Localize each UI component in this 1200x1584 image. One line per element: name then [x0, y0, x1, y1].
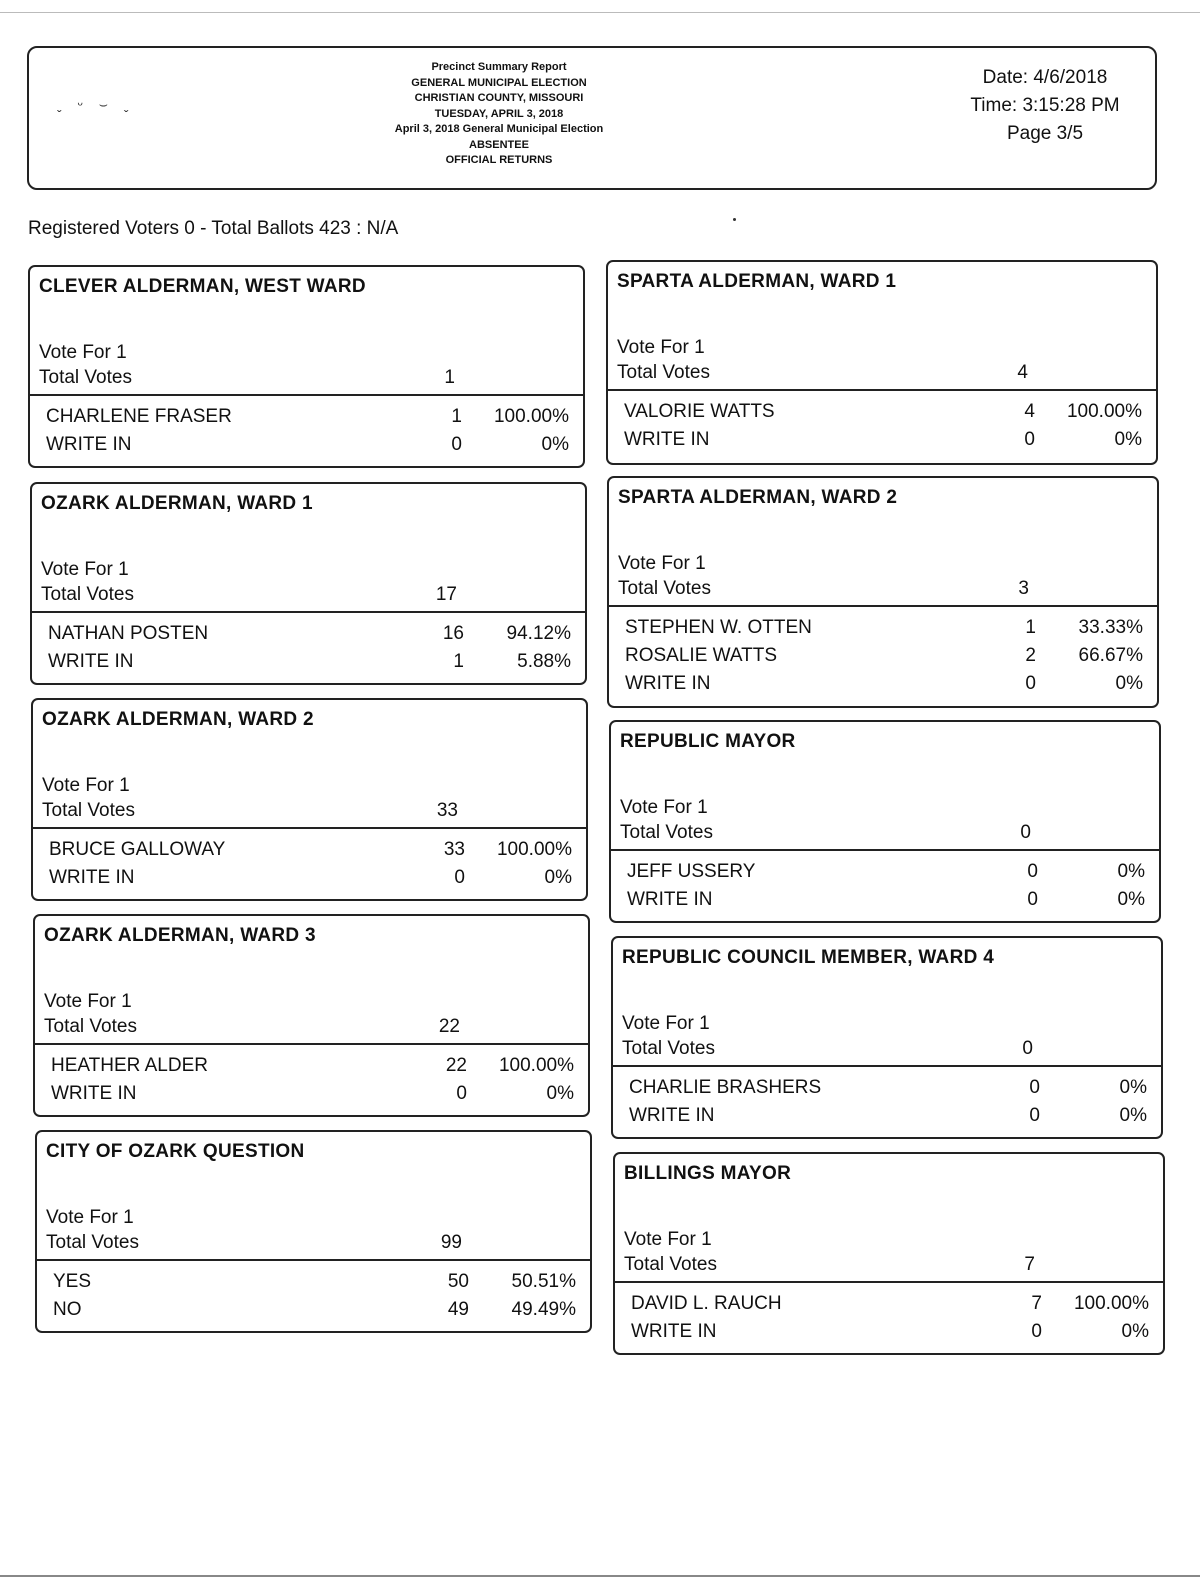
race-title: SPARTA ALDERMAN, WARD 1 [617, 271, 897, 292]
vote-for-row [617, 336, 1146, 360]
candidate-row [46, 433, 573, 457]
candidate-row [48, 650, 575, 674]
candidate-row [629, 1104, 1151, 1128]
total-votes-label: Total Votes [41, 584, 134, 605]
results-divider [608, 389, 1156, 391]
report-title-block [329, 60, 669, 169]
candidate-votes: 33 [443, 839, 465, 860]
candidate-row [49, 838, 576, 862]
report-title: Precinct Summary Report [431, 61, 567, 73]
candidate-name: ROSALIE WATTS [625, 645, 778, 666]
candidate-percent: 49.49% [511, 1299, 576, 1320]
candidate-name: WRITE IN [627, 889, 713, 910]
total-votes-row [620, 821, 1149, 845]
candidate-percent: 0% [1117, 889, 1145, 910]
candidate-percent: 5.88% [517, 651, 571, 672]
results-divider [613, 1065, 1161, 1067]
candidate-name: WRITE IN [48, 651, 134, 672]
candidate-votes: 0 [1029, 1105, 1040, 1126]
race-title: OZARK ALDERMAN, WARD 2 [42, 709, 314, 730]
results-divider [37, 1259, 590, 1261]
candidate-name: NATHAN POSTEN [48, 623, 209, 644]
scan-bottom-edge [0, 1575, 1200, 1577]
candidate-percent: 100.00% [496, 839, 572, 860]
race-box-billings-mayor [613, 1152, 1165, 1355]
candidate-votes: 22 [445, 1055, 467, 1076]
candidate-votes: 1 [453, 651, 464, 672]
precinct-name: ABSENTEE [469, 138, 529, 151]
candidate-row [631, 1320, 1153, 1344]
race-title: REPUBLIC MAYOR [620, 731, 796, 752]
candidate-percent: 0% [1119, 1105, 1147, 1126]
candidate-row [624, 400, 1146, 424]
vote-for-row [42, 774, 576, 798]
candidate-percent: 100.00% [498, 1055, 574, 1076]
candidate-row [627, 888, 1149, 912]
candidate-name: HEATHER ALDER [51, 1055, 208, 1076]
results-divider [611, 849, 1159, 851]
candidate-votes: 7 [1031, 1293, 1042, 1314]
candidate-votes: 0 [1027, 889, 1038, 910]
race-box-ozark-alderman-ward-2 [31, 698, 588, 901]
total-votes-value: 7 [1024, 1254, 1035, 1275]
candidate-row [49, 866, 576, 890]
candidate-percent: 0% [1115, 673, 1143, 694]
vote-for-label: Vote For 1 [44, 991, 132, 1012]
vote-for-label: Vote For 1 [39, 342, 127, 363]
candidate-votes: 1 [451, 406, 462, 427]
candidate-row [53, 1270, 580, 1294]
total-votes-value: 17 [435, 584, 457, 605]
candidate-name: WRITE IN [631, 1321, 717, 1342]
header-scan-marks: ˬ ᵕ ⌣ ˬ [57, 96, 135, 112]
candidate-name: VALORIE WATTS [624, 401, 775, 422]
jurisdiction: CHRISTIAN COUNTY, MISSOURI [414, 92, 584, 104]
candidate-votes: 4 [1024, 401, 1035, 422]
race-box-clever-alderman-west-ward [28, 265, 585, 468]
race-title: REPUBLIC COUNCIL MEMBER, WARD 4 [622, 947, 995, 968]
results-divider [30, 394, 583, 396]
candidate-name: DAVID L. RAUCH [631, 1293, 782, 1314]
vote-for-row [624, 1228, 1153, 1252]
total-votes-label: Total Votes [617, 362, 710, 383]
total-votes-value: 0 [1022, 1038, 1033, 1059]
candidate-percent: 100.00% [1066, 401, 1142, 422]
candidate-votes: 0 [1025, 673, 1036, 694]
candidate-name: JEFF USSERY [627, 861, 756, 882]
candidate-percent: 100.00% [493, 406, 569, 427]
race-box-city-of-ozark-question [35, 1130, 592, 1333]
total-votes-label: Total Votes [624, 1254, 717, 1275]
candidate-percent: 0% [546, 1083, 574, 1104]
total-votes-label: Total Votes [46, 1232, 139, 1253]
vote-for-label: Vote For 1 [620, 797, 708, 818]
candidate-percent: 0% [1121, 1321, 1149, 1342]
candidate-name: NO [53, 1299, 82, 1320]
total-votes-value: 99 [440, 1232, 462, 1253]
total-votes-row [618, 577, 1147, 601]
total-votes-row [42, 799, 576, 823]
vote-for-row [618, 552, 1147, 576]
candidate-votes: 50 [447, 1271, 469, 1292]
candidate-name: WRITE IN [629, 1105, 715, 1126]
candidate-percent: 0% [544, 867, 572, 888]
race-title: OZARK ALDERMAN, WARD 3 [44, 925, 316, 946]
total-votes-value: 4 [1017, 362, 1028, 383]
total-votes-label: Total Votes [622, 1038, 715, 1059]
race-title: OZARK ALDERMAN, WARD 1 [41, 493, 313, 514]
total-votes-value: 22 [438, 1016, 460, 1037]
candidate-votes: 0 [1027, 861, 1038, 882]
candidate-percent: 33.33% [1078, 617, 1143, 638]
race-box-ozark-alderman-ward-3 [33, 914, 590, 1117]
candidate-votes: 0 [454, 867, 465, 888]
candidate-name: WRITE IN [49, 867, 135, 888]
candidate-votes: 2 [1025, 645, 1036, 666]
candidate-percent: 50.51% [511, 1271, 576, 1292]
candidate-row [48, 622, 575, 646]
candidate-percent: 0% [541, 434, 569, 455]
candidate-name: WRITE IN [51, 1083, 137, 1104]
candidate-row [46, 405, 573, 429]
vote-for-label: Vote For 1 [624, 1229, 712, 1250]
candidate-row [51, 1082, 578, 1106]
total-votes-row [41, 583, 575, 607]
candidate-name: WRITE IN [624, 429, 710, 450]
election-date: TUESDAY, APRIL 3, 2018 [434, 107, 564, 120]
vote-for-label: Vote For 1 [617, 337, 705, 358]
candidate-row [624, 428, 1146, 452]
total-votes-row [39, 366, 573, 390]
results-divider [35, 1043, 588, 1045]
vote-for-label: Vote For 1 [42, 775, 130, 796]
total-votes-label: Total Votes [620, 822, 713, 843]
total-votes-label: Total Votes [42, 800, 135, 821]
candidate-votes: 0 [451, 434, 462, 455]
vote-for-label: Vote For 1 [622, 1013, 710, 1034]
results-divider [33, 827, 586, 829]
total-votes-value: 0 [1020, 822, 1031, 843]
race-box-sparta-alderman-ward-1 [606, 260, 1158, 465]
candidate-name: CHARLIE BRASHERS [629, 1077, 822, 1098]
candidate-votes: 0 [1024, 429, 1035, 450]
scan-top-edge [0, 12, 1200, 13]
report-date: Date: 4/6/2018 [982, 67, 1108, 88]
results-divider [609, 605, 1157, 607]
candidate-percent: 0% [1114, 429, 1142, 450]
candidate-name: BRUCE GALLOWAY [49, 839, 226, 860]
candidate-row [625, 644, 1147, 668]
results-divider [32, 611, 585, 613]
total-votes-row [617, 361, 1146, 385]
election-name: GENERAL MUNICIPAL ELECTION [411, 76, 587, 89]
total-votes-row [44, 1015, 578, 1039]
vote-for-row [620, 796, 1149, 820]
candidate-votes: 49 [447, 1299, 469, 1320]
total-votes-label: Total Votes [39, 367, 132, 388]
candidate-row [51, 1054, 578, 1078]
candidate-row [625, 616, 1147, 640]
total-votes-label: Total Votes [44, 1016, 137, 1037]
candidate-percent: 0% [1119, 1077, 1147, 1098]
vote-for-row [46, 1206, 580, 1230]
candidate-votes: 0 [1029, 1077, 1040, 1098]
race-box-sparta-alderman-ward-2 [607, 476, 1159, 708]
scan-speck [733, 218, 736, 221]
candidate-row [631, 1292, 1153, 1316]
report-meta [945, 64, 1145, 148]
candidate-name: WRITE IN [625, 673, 711, 694]
candidate-percent: 66.67% [1078, 645, 1143, 666]
race-box-ozark-alderman-ward-1 [30, 482, 587, 685]
vote-for-row [41, 558, 575, 582]
vote-for-label: Vote For 1 [41, 559, 129, 580]
candidate-votes: 0 [1031, 1321, 1042, 1342]
candidate-row [625, 672, 1147, 696]
returns-status: OFFICIAL RETURNS [445, 154, 553, 166]
race-box-republic-council-member-ward-4 [611, 936, 1163, 1139]
candidate-name: CHARLENE FRASER [46, 406, 232, 427]
candidate-name: WRITE IN [46, 434, 132, 455]
page-number: Page 3/5 [1006, 123, 1084, 144]
total-votes-label: Total Votes [618, 578, 711, 599]
candidate-percent: 0% [1117, 861, 1145, 882]
race-title: BILLINGS MAYOR [624, 1163, 792, 1184]
candidate-row [629, 1076, 1151, 1100]
candidate-percent: 100.00% [1073, 1293, 1149, 1314]
total-votes-value: 33 [436, 800, 458, 821]
candidate-votes: 0 [456, 1083, 467, 1104]
candidate-votes: 16 [442, 623, 464, 644]
total-votes-value: 1 [444, 367, 455, 388]
vote-for-label: Vote For 1 [46, 1207, 134, 1228]
race-title: SPARTA ALDERMAN, WARD 2 [618, 487, 898, 508]
report-time: Time: 3:15:28 PM [970, 95, 1120, 116]
vote-for-row [44, 990, 578, 1014]
vote-for-label: Vote For 1 [618, 553, 706, 574]
total-votes-row [622, 1037, 1151, 1061]
registered-voters-line: Registered Voters 0 - Total Ballots 423 : N/A [28, 218, 399, 239]
candidate-name: YES [53, 1271, 92, 1292]
report-header [27, 46, 1157, 190]
candidate-votes: 1 [1025, 617, 1036, 638]
election-description: April 3, 2018 General Municipal Election [394, 123, 604, 135]
vote-for-row [39, 341, 573, 365]
total-votes-value: 3 [1018, 578, 1029, 599]
total-votes-row [624, 1253, 1153, 1277]
total-votes-row [46, 1231, 580, 1255]
candidate-row [53, 1298, 580, 1322]
race-title: CITY OF OZARK QUESTION [46, 1141, 305, 1162]
candidate-percent: 94.12% [506, 623, 571, 644]
race-title: CLEVER ALDERMAN, WEST WARD [39, 276, 366, 297]
race-box-republic-mayor [609, 720, 1161, 923]
vote-for-row [622, 1012, 1151, 1036]
candidate-name: STEPHEN W. OTTEN [625, 617, 812, 638]
results-divider [615, 1281, 1163, 1283]
candidate-row [627, 860, 1149, 884]
